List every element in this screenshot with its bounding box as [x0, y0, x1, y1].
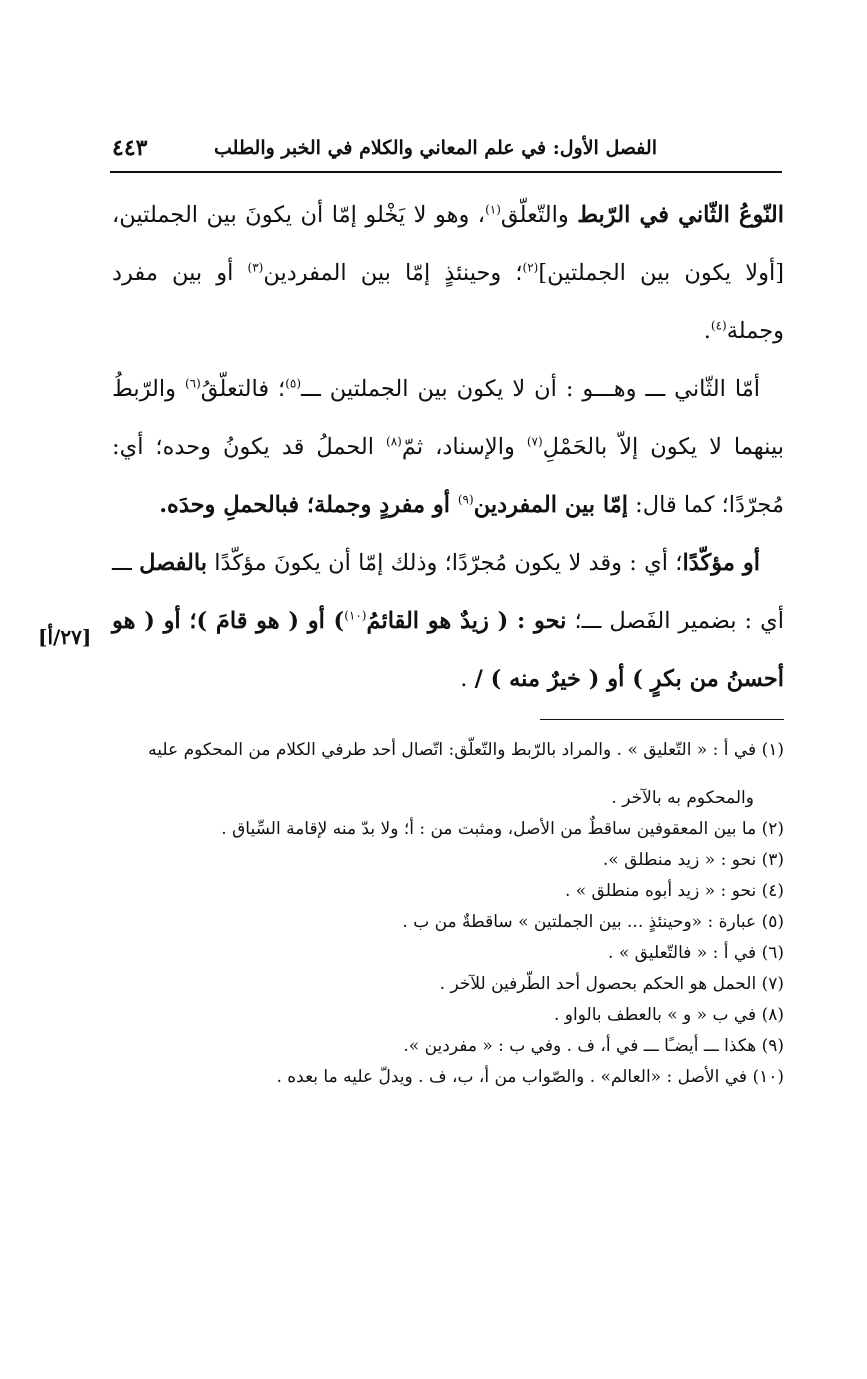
- footnote-ref-7: (٧): [526, 434, 543, 449]
- footnote-7: (٧) الحمل هو الحكم بحصول أحد الطّرفين للآخر .: [439, 974, 784, 994]
- footnote-ref-3: (٣): [247, 260, 264, 275]
- footnote-separator: [540, 719, 784, 720]
- footnote-ref-2: (٢): [522, 260, 539, 275]
- footnote-6: (٦) في أ : « فالتّعليق » .: [608, 943, 784, 963]
- main-text: [112, 186, 784, 708]
- footnote-2: (٢) ما بين المعقوفين ساقطٌ من الأصل، ومثبت من : أ؛ ولا بدّ منه لإقامة السِّياق .: [221, 819, 784, 839]
- footnote-1: (١) في أ : « التّعليق » . والمراد بالرّبط والتّعلّق: اتّصال أحد طرفي الكلام من المحكوم عليه: [148, 740, 784, 760]
- running-header: [110, 135, 782, 173]
- paragraph-3: أو مؤكّدًا؛ أي : وقد لا يكون مُجرّدًا؛ وذلك إمّا أن يكونَ مؤكّدًا بالفصل ـــ أي : بضمير الفَصل ـــ؛ نحو : ( زيدٌ هو القائمُ$^{(١٠)}$) أو ( هو قامَ )؛ أو ( هو أحسنُ من بكرٍ ) أو ( خيرٌ منه ) / .: [112, 550, 784, 692]
- heading-phrase: النّوعُ الثّاني في الرّبط: [577, 202, 784, 228]
- footnote-5: (٥) عبارة : «وحينئذٍ ... بين الجملتين » ساقطةٌ من ب .: [402, 912, 784, 932]
- footnote-1-continued: والمحكوم به بالآخر .: [611, 788, 754, 808]
- manuscript-folio-marker: [٢٧/أ]: [38, 625, 92, 649]
- footnote-ref-10: (١٠): [344, 608, 367, 623]
- footnote-ref-5: (٥): [285, 376, 302, 391]
- footnote-10: (١٠) في الأصل : «العالم» . والصّواب من أ، ب، ف . ويدلّ عليه ما بعده .: [276, 1067, 784, 1087]
- footnotes: [112, 735, 784, 1093]
- footnote-ref-9: (٩): [457, 492, 474, 507]
- footnote-ref-1: (١): [485, 202, 501, 217]
- page-number: ٤٤٣: [112, 135, 148, 161]
- footnote-ref-8: (٨): [386, 434, 402, 449]
- footnote-ref-4: (٤): [710, 318, 727, 333]
- paragraph-2: أمّا الثّاني ـــ وهـــو : أن لا يكون بين الجملتين ـــ$^{(٥)}$؛ فالتعلّقُ$^{(٦)}$ والرّبطُ بينهما لا يكون إلاّ بالحَمْلِ$^{(٧)}$ والإسناد، ثمّ$^{(٨)}$ الحملُ قد يكونُ وحده؛ أي: مُجرّدًا؛ كما قال: إمّا بين المفردين$^{(٩)}$ أو مفردٍ وجملة؛ فبالحملِ وحدَه.: [112, 376, 785, 518]
- footnote-ref-6: (٦): [184, 376, 201, 391]
- footnote-4: (٤) نحو : « زيد أبوه منطلق » .: [564, 881, 784, 901]
- footnote-9: (٩) هكذا ـــ أيضـًا ـــ في أ، ف . وفي ب : « مفردين ».: [403, 1036, 784, 1056]
- chapter-title: الفصل الأول: في علم المعاني والكلام في الخبر والطلب: [214, 137, 657, 159]
- paragraph-1: النّوعُ الثّاني في الرّبط والتّعلّق$^{(١)}$، وهو لا يَخْلو إمّا أن يكونَ بين الجملتين، [أولا يكون بين الجملتين]$^{(٢)}$؛ وحينئذٍ إمّا بين المفردين$^{(٣)}$ أو بين مفرد وجملة$^{(٤)}$.: [112, 202, 784, 344]
- footnote-3: (٣) نحو : « زيد منطلق ».: [602, 850, 784, 870]
- footnote-8: (٨) في ب « و » بالعطف بالواو .: [554, 1005, 784, 1025]
